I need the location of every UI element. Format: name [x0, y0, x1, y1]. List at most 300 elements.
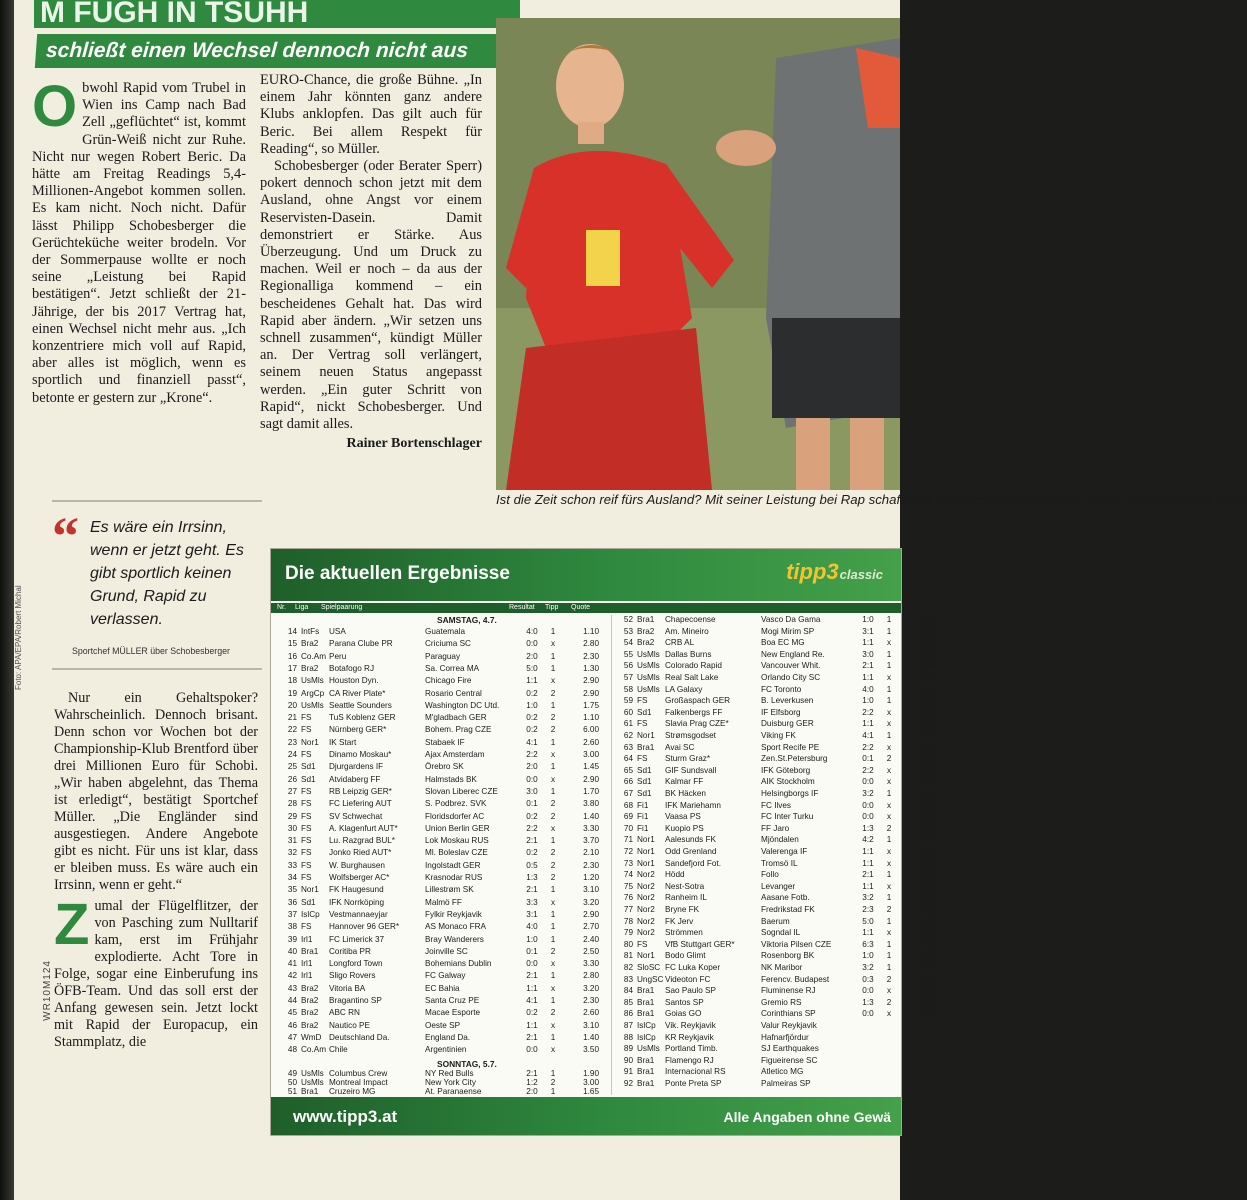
row-odds: 1.40	[583, 1032, 599, 1042]
row-nr: 51	[287, 1086, 297, 1096]
row-away-team: England Da.	[425, 1032, 471, 1042]
page-code: WR10M124	[42, 960, 53, 1021]
row-league: Bra1	[637, 997, 655, 1007]
table-row	[281, 1033, 603, 1043]
row-tip: 2	[550, 946, 556, 956]
table-row	[281, 676, 603, 686]
row-home-team: RB Leipzig GER*	[329, 786, 392, 796]
col-header-liga: Liga	[295, 604, 309, 611]
row-league: Irl1	[301, 971, 313, 981]
row-away-team: Corinthians SP	[761, 1009, 816, 1019]
row-nr: 57	[623, 673, 633, 682]
row-odds: 2.30	[583, 996, 599, 1005]
table-row	[281, 922, 603, 932]
row-odds: 2.90	[583, 688, 599, 698]
row-odds: 2.90	[919, 777, 935, 787]
row-league: Fi1	[637, 823, 649, 833]
row-result: 0:1	[862, 754, 874, 764]
row-away-team: Örebro SK	[425, 762, 464, 772]
row-nr: 91	[623, 1067, 633, 1077]
row-result: 1:2	[526, 1077, 538, 1087]
row-away-team: Chicago Fire	[425, 676, 472, 686]
row-league: Nor1	[301, 737, 319, 747]
row-result: 1:1	[862, 858, 874, 868]
row-league: SloSC	[637, 963, 661, 972]
row-tip: 1	[886, 789, 892, 798]
row-result: 0:5	[526, 860, 538, 870]
row-nr: 55	[623, 649, 633, 659]
row-odds: 1.55	[919, 684, 935, 694]
row-league: Sd1	[637, 777, 652, 787]
row-away-team: Vasco Da Gama	[761, 615, 821, 624]
row-home-team: Jonko Ried AUT*	[329, 848, 392, 858]
row-nr: 73	[623, 858, 633, 868]
row-odds: 2.60	[583, 1008, 599, 1018]
row-nr: 75	[623, 881, 633, 891]
row-odds: 3.00	[583, 1077, 599, 1087]
row-result: 3:2	[862, 893, 874, 903]
row-home-team: Flamengo RJ	[665, 1055, 714, 1065]
table-row	[617, 847, 939, 857]
row-nr: 21	[287, 713, 297, 723]
row-home-team: LA Galaxy	[665, 684, 703, 694]
row-away-team: Zen.St.Petersburg	[761, 754, 828, 764]
row-away-team: B. Leverkusen	[761, 696, 814, 706]
table-row	[281, 848, 603, 858]
table-row	[281, 984, 603, 994]
row-odds: 1.70	[919, 835, 935, 845]
table-row	[281, 885, 603, 895]
row-league: Co.Am	[301, 1045, 327, 1055]
row-nr: 92	[623, 1079, 633, 1088]
row-home-team: FK Haugesund	[329, 885, 384, 895]
row-tip: x	[886, 928, 892, 938]
row-league: Sd1	[637, 765, 652, 775]
row-nr: 22	[287, 725, 297, 735]
row-nr: 65	[623, 765, 633, 775]
row-tip: 1	[886, 916, 892, 926]
table-row	[617, 777, 939, 787]
row-nr: 83	[623, 974, 633, 984]
column-2-paragraph-1: EURO-Chance, die große Bühne. „In einem Jahr könnten ganz andere Klubs anklopfen. Das gilt auch für Beric. Bei allem Respekt für Reading“, so Müller.	[260, 72, 482, 157]
row-league: UsMls	[301, 1069, 324, 1078]
row-nr: 70	[623, 823, 633, 833]
row-home-team: CA River Plate*	[329, 688, 386, 698]
row-tip: 2	[550, 1077, 556, 1087]
row-tip: 1	[550, 786, 556, 796]
row-result: 4:2	[862, 835, 874, 845]
row-tip: x	[886, 812, 892, 822]
table-row	[617, 893, 939, 903]
table-row	[281, 775, 603, 785]
row-home-team: Hödd	[665, 870, 685, 880]
row-tip: x	[550, 639, 556, 649]
row-league: FS	[301, 725, 312, 735]
row-result: 2:0	[526, 651, 538, 661]
col-header-nr: Nr.	[277, 604, 286, 611]
row-league: FS	[637, 696, 648, 706]
row-league: UsMls	[637, 673, 660, 682]
column-1-text: bwohl Rapid vom Trubel in Wien ins Camp nach Bad Zell „geflüchtet“ ist, kommt Grün-Weiß nicht zur Ruhe. Nicht nur wegen Robert Beric. Da hätte am Freitag Readings 5,4-Millionen-Angebot kommen sollen. Es kam nicht. Noch nicht. Dafür lässt Philipp Schobesberger die Gerüchteküche weiter brodeln. Vor der Sommerpause wollte er noch seine „Leistung bei Rapid bestätigen“. Jetzt schließt der 21-Jährige, der bis 2017 Vertrag hat, einen Wechsel nicht mehr aus. „Ich konzentriere mich voll auf Rapid, aber alles ist möglich, wenn es sportlich und finanziell passt“, betonte er gestern zur „Krone“.	[32, 80, 246, 406]
row-tip: x	[886, 858, 892, 868]
column-2-paragraph-2: Schobesberger (oder Berater Sperr) pokert dennoch schon jetzt mit dem Ausland, ohne Angst vor einem Reservisten-Dasein. Damit demonstriert er Stärke. Aus Überzeugung. Und um Druck zu machen. Weil er noch – da aus der Regionalliga kommend – ein bescheidenes Gehalt hat. Das wird Rapid aber ändern. „Wir setzen uns schnell zusammen“, kündigt Müller an. Der Vertrag soll verlängert, seinem neuen Status angepasst werden. „Ein guter Schritt von Rapid“, nickt Schobesberger. Und sagt damit alles.	[260, 158, 482, 433]
row-odds: 3.50	[583, 1045, 599, 1055]
row-tip: x	[550, 823, 556, 833]
day-label-saturday: SAMSTAG, 4.7.	[437, 615, 497, 625]
row-away-team: Floridsdorfer AC	[425, 811, 485, 821]
row-result: 1:0	[862, 615, 874, 624]
row-tip: 1	[550, 934, 556, 944]
row-league: Bra2	[301, 983, 319, 993]
row-league: Bra1	[637, 1067, 655, 1077]
row-home-team: Odd Grenland	[665, 847, 717, 856]
row-league: UsMls	[637, 649, 660, 659]
pull-quote	[52, 506, 258, 631]
row-league: UsMls	[301, 700, 324, 710]
row-tip: 1	[886, 615, 892, 624]
row-odds: 3.20	[919, 928, 935, 938]
row-league: Bra2	[301, 663, 319, 673]
row-away-team: NY Red Bulls	[425, 1069, 474, 1078]
row-away-team: Mogi Mirim SP	[761, 626, 815, 636]
row-home-team: Bryne FK	[665, 905, 700, 914]
row-nr: 56	[623, 661, 633, 671]
row-nr: 59	[623, 696, 633, 706]
row-nr: 89	[623, 1044, 633, 1054]
row-league: Nor2	[637, 916, 655, 926]
row-result: 0:2	[526, 811, 538, 821]
row-nr: 66	[623, 777, 633, 787]
table-row	[617, 905, 939, 915]
row-tip: x	[550, 774, 556, 784]
row-result: 1:1	[862, 673, 874, 682]
row-home-team: ABC RN	[329, 1008, 360, 1018]
col-header-resultat: Resultat	[509, 604, 535, 611]
row-home-team: Chile	[329, 1045, 348, 1055]
row-tip: 1	[550, 627, 556, 636]
row-nr: 50	[287, 1077, 297, 1087]
row-league: FS	[301, 799, 312, 809]
row-odds: 1.10	[583, 713, 599, 723]
row-away-team: Bray Wanderers	[425, 934, 484, 944]
row-away-team: EC Bahia	[425, 983, 460, 993]
row-odds: 3.00	[919, 719, 935, 729]
day-label-sunday: SONNTAG, 5.7.	[437, 1059, 497, 1069]
table-row	[617, 789, 939, 799]
row-result: 1:0	[526, 700, 538, 710]
row-nr: 25	[287, 762, 297, 772]
row-nr: 48	[287, 1045, 297, 1055]
row-home-team: Vitoria BA	[329, 983, 366, 993]
row-league: FS	[301, 823, 312, 833]
row-tip: 2	[550, 860, 556, 870]
row-odds: 1.50	[919, 893, 935, 903]
table-row	[281, 959, 603, 969]
table-row	[281, 787, 603, 797]
row-result: 3:3	[526, 897, 538, 907]
quote-source: Sportchef MÜLLER über Schobesberger	[72, 646, 230, 656]
row-league: Nor2	[637, 870, 655, 880]
row-nr: 49	[287, 1069, 297, 1078]
row-odds: 2.40	[583, 934, 599, 944]
row-home-team: Chapecoense	[665, 615, 716, 624]
row-home-team: Nest-Sotra	[665, 881, 705, 891]
row-result: 1:1	[862, 928, 874, 938]
row-nr: 35	[287, 885, 297, 895]
row-result: 2:1	[526, 836, 538, 846]
row-nr: 62	[623, 731, 633, 740]
row-nr: 88	[623, 1032, 633, 1042]
row-result: 3:2	[862, 963, 874, 972]
row-result: 1:0	[862, 696, 874, 706]
row-home-team: Portland Timb.	[665, 1044, 718, 1054]
row-nr: 79	[623, 928, 633, 938]
row-result: 2:1	[526, 885, 538, 895]
row-away-team: Helsingborgs IF	[761, 789, 819, 798]
row-league: Bra1	[637, 1079, 655, 1088]
row-tip: x	[886, 800, 892, 810]
row-tip: x	[886, 847, 892, 856]
row-away-team: FC Galway	[425, 971, 466, 981]
row-nr: 31	[287, 836, 297, 846]
table-row	[281, 1087, 603, 1097]
magazine-spine	[0, 0, 14, 1200]
row-home-team: A. Klagenfurt AUT*	[329, 823, 398, 833]
row-nr: 82	[623, 963, 633, 972]
row-tip: 1	[550, 885, 556, 895]
row-nr: 77	[623, 905, 633, 914]
row-league: Bra1	[637, 615, 655, 624]
row-odds: 2.80	[919, 638, 935, 648]
row-away-team: FC Inter Turku	[761, 812, 814, 822]
row-league: UsMls	[301, 676, 324, 686]
row-result: 2:1	[526, 1069, 538, 1078]
row-odds: 3.10	[583, 885, 599, 895]
row-league: FS	[301, 922, 312, 932]
row-league: Sd1	[301, 762, 316, 772]
row-result: 0:0	[862, 812, 874, 822]
row-odds: 3.00	[919, 858, 935, 868]
row-tip: x	[886, 777, 892, 787]
row-nr: 30	[287, 823, 297, 833]
row-result: 0:0	[526, 774, 538, 784]
row-league: UsMls	[637, 1044, 660, 1054]
table-row	[617, 696, 939, 706]
table-row	[617, 615, 939, 625]
row-result: 1:1	[862, 638, 874, 648]
row-tip: 1	[886, 731, 892, 740]
row-result: 1:0	[862, 951, 874, 961]
row-league: Bra2	[637, 626, 655, 636]
row-nr: 23	[287, 737, 297, 747]
row-away-team: New York City	[425, 1077, 476, 1087]
row-nr: 38	[287, 922, 297, 932]
pull-quote-text: Es wäre ein Irrsinn, wenn er jetzt geht. Es gibt sportlich keinen Grund, Rapid zu verlassen.	[90, 519, 244, 628]
row-home-team: Ponte Preta SP	[665, 1079, 722, 1088]
row-result: 0:0	[862, 986, 874, 996]
row-nr: 80	[623, 939, 633, 949]
row-tip: 1	[886, 939, 892, 949]
row-tip: 1	[550, 700, 556, 710]
row-result: 0:2	[526, 713, 538, 723]
row-home-team: Wolfsberger AC*	[329, 873, 390, 882]
row-league: FS	[301, 811, 312, 821]
table-row	[281, 910, 603, 920]
row-league: Nor2	[637, 881, 655, 891]
row-home-team: FC Limerick 37	[329, 934, 385, 944]
row-odds: 2.80	[919, 812, 935, 822]
row-away-team: SJ Earthquakes	[761, 1044, 819, 1054]
row-league: IntFs	[301, 627, 320, 636]
row-home-team: Goias GO	[665, 1009, 702, 1019]
row-odds: 2.20	[919, 939, 935, 949]
row-nr: 40	[287, 946, 297, 956]
row-home-team: Slavia Prag CZE*	[665, 719, 729, 729]
author-byline: Rainer Bortenschlager	[346, 436, 482, 452]
row-odds: 2.80	[583, 971, 599, 981]
row-tip: 1	[550, 737, 556, 747]
row-nr: 47	[287, 1032, 297, 1042]
row-odds: 3.00	[583, 750, 599, 759]
row-odds: 2.30	[919, 661, 935, 671]
row-tip: 1	[886, 661, 892, 671]
row-home-team: TuS Koblenz GER	[329, 713, 396, 723]
row-away-team: Rosario Central	[425, 688, 482, 698]
results-header	[271, 549, 901, 601]
row-home-team: Nürnberg GER*	[329, 725, 387, 735]
row-nr: 19	[287, 688, 297, 698]
row-away-team: Argentinien	[425, 1045, 467, 1055]
row-league: IslCp	[301, 909, 320, 919]
row-tip: 1	[550, 762, 556, 772]
table-row	[281, 639, 603, 649]
row-tip: 1	[886, 684, 892, 694]
row-league: Bra1	[637, 742, 655, 752]
row-result: 4:1	[526, 996, 538, 1005]
row-away-team: Mjöndalen	[761, 835, 799, 845]
article-subhead: schließt einen Wechsel dennoch nicht aus	[35, 34, 525, 68]
row-odds: 2.80	[583, 639, 599, 649]
row-nr: 14	[287, 627, 297, 636]
row-tip: 1	[550, 909, 556, 919]
row-home-team: Dallas Burns	[665, 649, 712, 659]
row-tip: 2	[550, 688, 556, 698]
row-tip: x	[886, 638, 892, 648]
row-tip: x	[886, 1009, 892, 1019]
row-away-team: At. Paranaense	[425, 1086, 482, 1096]
disclaimer-note: Alle Angaben ohne Gewä	[723, 1109, 891, 1125]
table-row	[281, 713, 603, 723]
row-league: Bra2	[301, 996, 319, 1005]
row-tip: x	[886, 765, 892, 775]
row-home-team: Deutschland Da.	[329, 1032, 390, 1042]
row-league: Bra1	[301, 946, 319, 956]
row-nr: 20	[287, 700, 297, 710]
row-home-team: KR Reykjavik	[665, 1032, 714, 1042]
row-home-team: GIF Sundsvall	[665, 765, 717, 775]
row-nr: 69	[623, 812, 633, 822]
table-row	[281, 762, 603, 772]
table-row	[617, 1079, 939, 1089]
row-away-team: Baerum	[761, 916, 790, 926]
row-away-team: Macae Esporte	[425, 1008, 481, 1018]
table-row	[617, 627, 939, 637]
article-column-1	[32, 74, 246, 407]
row-away-team: Figueirense SC	[761, 1055, 818, 1065]
row-odds: 1.70	[919, 870, 935, 880]
table-row	[617, 998, 939, 1008]
row-league: Nor2	[637, 928, 655, 938]
row-home-team: Colorado Rapid	[665, 661, 722, 671]
table-row	[617, 859, 939, 869]
row-tip: 2	[886, 997, 892, 1007]
row-league: Bra2	[301, 1020, 319, 1030]
row-league: Nor1	[637, 847, 655, 856]
row-home-team: CRB AL	[665, 638, 695, 648]
row-tip: x	[886, 719, 892, 729]
row-home-team: Vestmannaeyjar	[329, 909, 388, 919]
row-league: Nor2	[637, 893, 655, 903]
row-tip: 1	[886, 893, 892, 903]
row-home-team: Avai SC	[665, 742, 695, 752]
row-odds: 3.20	[919, 765, 935, 775]
row-away-team: Fylkir Reykjavik	[425, 909, 482, 919]
row-league: FS	[301, 860, 312, 870]
row-tip: 1	[550, 836, 556, 846]
row-away-team: Viktoria Pilsen CZE	[761, 939, 832, 949]
row-result: 4:1	[526, 737, 538, 747]
row-tip: 1	[550, 1086, 556, 1096]
column-divider	[611, 615, 612, 1095]
row-league: UsMls	[637, 661, 660, 671]
row-nr: 17	[287, 663, 297, 673]
table-row	[281, 701, 603, 711]
quote-mark-icon: “	[52, 506, 79, 566]
row-away-team: S. Podbrez. SVK	[425, 799, 487, 809]
row-odds: 1.80	[919, 649, 935, 659]
row-odds: 1.10	[583, 627, 599, 636]
row-nr: 85	[623, 997, 633, 1007]
row-tip: 2	[886, 823, 892, 833]
row-odds: 1.65	[583, 1086, 599, 1096]
table-row	[281, 1045, 603, 1055]
table-row	[281, 861, 603, 871]
table-row	[617, 812, 939, 822]
row-odds: 2.30	[583, 651, 599, 661]
column-1b-paragraph-2: umal der Flügelflitzer, der von Pasching zum Nulltarif kam, erst im Frühjahr explodierte. Acht Tore in Folge, sogar eine Einberufung ins ÖFB-Team. Und das soll erst der Anfang gewesen sein. Jetzt lockt mit Rapid der Europacup, ein Stammplatz, die	[54, 898, 258, 1050]
row-nr: 43	[287, 983, 297, 993]
row-tip: 1	[886, 870, 892, 880]
row-nr: 34	[287, 873, 297, 882]
row-away-team: Ajax Amsterdam	[425, 750, 485, 759]
row-odds: 1.65	[919, 754, 935, 764]
article-column-1b	[54, 690, 258, 1051]
row-tip: x	[550, 959, 556, 969]
row-odds: 3.80	[583, 799, 599, 809]
row-home-team: Columbus Crew	[329, 1069, 388, 1078]
row-nr: 54	[623, 638, 633, 648]
row-result: 0:1	[526, 799, 538, 809]
tipp3-url-link[interactable]: www.tipp3.at	[293, 1107, 398, 1126]
row-result: 0:0	[526, 959, 538, 969]
row-nr: 39	[287, 934, 297, 944]
row-tip: 1	[550, 971, 556, 981]
row-away-team: Ferencv. Budapest	[761, 974, 830, 984]
row-result: 0:2	[526, 1008, 538, 1018]
row-tip: 2	[550, 1008, 556, 1018]
row-result: 2:2	[862, 742, 874, 752]
row-odds: 1.45	[583, 762, 599, 772]
